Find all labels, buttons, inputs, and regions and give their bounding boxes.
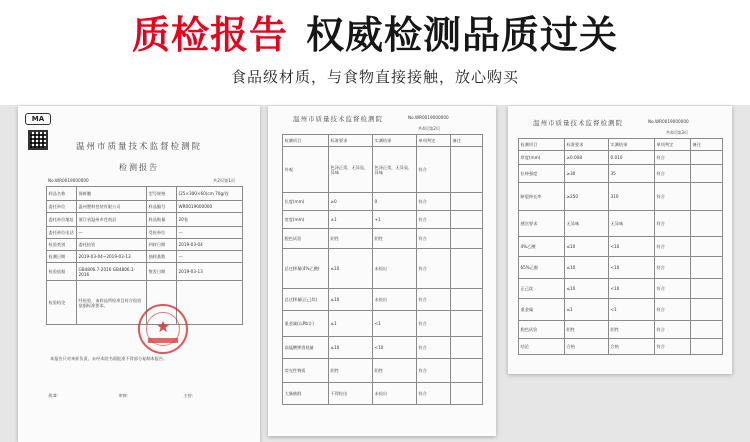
- results-table-2: [518, 138, 723, 355]
- table-cell: ≥250: [565, 183, 609, 211]
- table-cell: ≤10: [565, 237, 609, 257]
- table-cell: 宽度(mm): [283, 211, 329, 229]
- table-cell: 35: [609, 165, 655, 183]
- table-cell: 符合: [417, 337, 451, 359]
- table-cell: 符合: [417, 229, 451, 249]
- table-cell: 合格: [565, 339, 609, 355]
- table-row: [519, 339, 723, 355]
- table-cell: [451, 147, 483, 193]
- table-row: [519, 279, 723, 299]
- table-cell: [691, 151, 723, 165]
- signature-approve: 批准：: [48, 393, 61, 398]
- table-cell: 外观: [283, 147, 329, 193]
- table-cell: ≥0.008: [565, 151, 609, 165]
- table-cell: 样品编号: [147, 201, 177, 213]
- table-cell: 未检出: [373, 249, 417, 289]
- table-cell: 符合: [655, 321, 691, 339]
- table-cell: <10: [373, 337, 417, 359]
- table-cell: (25×300×60)cm 70g/卷: [177, 187, 243, 201]
- table-cell: 总迁移量(正己烷): [283, 289, 329, 311]
- table-cell: 20卷: [177, 213, 243, 227]
- table-cell: 经检验，该样品所检项目符合检验依据标准要求。: [77, 281, 147, 325]
- table-cell: <10: [609, 237, 655, 257]
- table-header-cell: 单项判定: [655, 139, 691, 151]
- table-cell: 拉伸强度: [519, 165, 565, 183]
- table-header-row: [519, 139, 723, 151]
- table-row: [283, 311, 483, 337]
- table-cell: 0: [373, 193, 417, 211]
- table-cell: 色泽正常，无异臭、异味: [373, 147, 417, 193]
- table-cell: +1: [373, 211, 417, 229]
- table-cell: 保鲜膜: [77, 187, 147, 201]
- table-header-cell: 实测结果: [373, 135, 417, 147]
- report-number-2: No.WR0019000000: [408, 115, 449, 120]
- table-cell: ≥0: [329, 193, 373, 211]
- cover-table: [46, 186, 243, 325]
- table-cell: 阴性: [609, 321, 655, 339]
- table-row: [519, 211, 723, 237]
- table-cell: 重金属(以Pb计): [283, 311, 329, 337]
- table-cell: 阴性: [373, 229, 417, 249]
- table-cell: 符合: [655, 151, 691, 165]
- table-cell: 检测日期: [47, 251, 77, 263]
- signature-review: 审核：: [118, 393, 131, 398]
- table-cell: 65%乙醇: [519, 257, 565, 279]
- table-cell: ≤10: [329, 337, 373, 359]
- table-cell: ≤10: [329, 289, 373, 311]
- table-cell: 感官要求: [519, 211, 565, 237]
- page-indicator-2: 共4页第2页: [418, 126, 441, 131]
- table-cell: 符合: [655, 211, 691, 237]
- table-cell: 签发日期: [147, 263, 177, 281]
- table-cell: 2019-03-04~2019-03-13: [77, 251, 147, 263]
- table-cell: ≤1: [565, 299, 609, 321]
- table-cell: [691, 237, 723, 257]
- table-cell: <1: [373, 311, 417, 337]
- table-row: [519, 151, 723, 165]
- table-cell: 无异味: [565, 211, 609, 237]
- table-header-cell: 检测项目: [519, 139, 565, 151]
- table-cell: 样品数量: [147, 213, 177, 227]
- table-row: [283, 249, 483, 289]
- table-row: [519, 299, 723, 321]
- table-cell: ≤10: [329, 249, 373, 289]
- table-cell: 委托检验: [77, 239, 147, 251]
- page-indicator-3: 共4页第3页: [666, 130, 689, 135]
- table-cell: [451, 193, 483, 211]
- table-row: [47, 187, 243, 201]
- table-cell: 符合: [417, 147, 451, 193]
- report-note: 本报告只对来样负责，未经本院书面批准不得部分复制本报告。: [50, 356, 168, 361]
- report-gallery: [0, 105, 750, 442]
- table-row: [283, 383, 483, 405]
- table-cell: 2019-03-04: [177, 239, 243, 251]
- table-cell: 310: [609, 183, 655, 211]
- table-cell: [451, 211, 483, 229]
- table-cell: [451, 289, 483, 311]
- table-cell: 阴性: [373, 359, 417, 383]
- table-row: [47, 227, 243, 239]
- report-title: 检测报告: [119, 163, 159, 172]
- table-cell: 大肠菌群: [283, 383, 329, 405]
- table-cell: 合格: [609, 339, 655, 355]
- table-cell: 委托单位电话: [47, 227, 77, 239]
- table-cell: 阴性: [329, 229, 373, 249]
- table-cell: 抽样基数: [147, 251, 177, 263]
- table-cell: [451, 359, 483, 383]
- table-cell: [691, 299, 723, 321]
- page-indicator: 共2页第1页: [213, 178, 236, 183]
- table-cell: ≥30: [565, 165, 609, 183]
- table-cell: 脱色试验: [519, 321, 565, 339]
- table-cell: 符合: [655, 183, 691, 211]
- table-cell: 符合: [417, 211, 451, 229]
- table-row: [47, 201, 243, 213]
- org-title-3: 温州市质量技术监督检测院: [533, 119, 623, 127]
- table-cell: 符合: [417, 383, 451, 405]
- table-cell: 无异味: [609, 211, 655, 237]
- table-cell: 到样日期: [147, 239, 177, 251]
- table-header-cell: 实测结果: [609, 139, 655, 151]
- table-cell: 色泽正常，无异臭、异味: [329, 147, 373, 193]
- table-cell: 符合: [417, 249, 451, 289]
- headline-red: 质检报告: [131, 13, 288, 57]
- table-cell: 符合: [655, 257, 691, 279]
- table-row: [283, 337, 483, 359]
- table-row: [47, 239, 243, 251]
- table-cell: —: [177, 251, 243, 263]
- table-row: [283, 193, 483, 211]
- table-cell: ±1: [329, 211, 373, 229]
- table-cell: [691, 257, 723, 279]
- table-cell: [451, 311, 483, 337]
- table-row: [283, 289, 483, 311]
- table-header-row: [283, 135, 483, 147]
- table-cell: 长度(mm): [283, 193, 329, 211]
- table-cell: [691, 279, 723, 299]
- table-row: [47, 213, 243, 227]
- table-cell: [451, 337, 483, 359]
- table-cell: 浙江省温州市苍南县: [77, 213, 147, 227]
- table-cell: 不得检出: [329, 383, 373, 405]
- table-cell: 型号规格: [147, 187, 177, 201]
- table-cell: 受检单位: [147, 227, 177, 239]
- table-cell: 样品名称: [47, 187, 77, 201]
- table-cell: 荧光性物质: [283, 359, 329, 383]
- org-title: 温州市质量技术监督检测院: [75, 142, 202, 152]
- table-header-cell: 标准要求: [329, 135, 373, 147]
- table-cell: [177, 281, 243, 325]
- table-row: [519, 237, 723, 257]
- table-cell: [451, 229, 483, 249]
- table-cell: ≤10: [565, 279, 609, 299]
- table-header-cell: 备注: [691, 139, 723, 151]
- table-row: [519, 257, 723, 279]
- table-row: [283, 359, 483, 383]
- table-row: [519, 183, 723, 211]
- table-cell: 检验类别: [47, 239, 77, 251]
- table-cell: 符合: [417, 359, 451, 383]
- table-header-cell: 标准要求: [565, 139, 609, 151]
- subheadline: 食品级材质，与食物直接接触，放心购买: [230, 68, 519, 86]
- table-cell: —: [77, 227, 147, 239]
- table-cell: 符合: [417, 193, 451, 211]
- table-cell: 脱色试验: [283, 229, 329, 249]
- table-cell: 符合: [417, 289, 451, 311]
- table-cell: 4%乙酸: [519, 237, 565, 257]
- table-cell: GB4806.7-2016 GB4806.1-2016: [77, 263, 147, 281]
- table-cell: 符合: [655, 299, 691, 321]
- table-cell: 重金属: [519, 299, 565, 321]
- table-cell: 符合: [655, 237, 691, 257]
- table-cell: [691, 165, 723, 183]
- table-header-cell: 单项判定: [417, 135, 451, 147]
- headline: [0, 12, 750, 58]
- cma-logo: MA: [25, 113, 51, 125]
- table-cell: [691, 183, 723, 211]
- table-cell: 符合: [417, 311, 451, 337]
- table-cell: <10: [609, 257, 655, 279]
- page-header: [0, 0, 750, 105]
- table-cell: 温州塑料包装有限公司: [77, 201, 147, 213]
- table-row: [519, 321, 723, 339]
- table-cell: <10: [609, 279, 655, 299]
- table-row: [47, 263, 243, 281]
- table-cell: 正己烷: [519, 279, 565, 299]
- table-cell: 未检出: [373, 289, 417, 311]
- table-cell: 符合: [655, 279, 691, 299]
- table-cell: 检验依据: [47, 263, 77, 281]
- table-cell: [691, 339, 723, 355]
- table-cell: [451, 249, 483, 289]
- table-cell: 阴性: [329, 359, 373, 383]
- table-cell: 厚度(mm): [519, 151, 565, 165]
- org-title-2: 温州市质量技术监督检测院: [293, 115, 383, 123]
- signature-inspect: 主检：: [183, 393, 196, 398]
- table-row: [47, 251, 243, 263]
- red-seal: ★: [138, 304, 188, 354]
- table-cell: 检验结论: [47, 281, 77, 325]
- table-cell: WR0019000000: [177, 201, 243, 213]
- table-cell: 0.010: [609, 151, 655, 165]
- report-sheet-cover: [18, 106, 260, 442]
- table-row: [283, 229, 483, 249]
- table-cell: 未检出: [373, 383, 417, 405]
- report-number: No.WR0019000000: [48, 178, 89, 183]
- table-cell: [451, 383, 483, 405]
- table-cell: ≤10: [565, 257, 609, 279]
- table-cell: 高锰酸钾消耗量: [283, 337, 329, 359]
- table-cell: 2019-03-13: [177, 263, 243, 281]
- report-number-3: No.WR0019000000: [648, 119, 689, 124]
- report-sheet-results-2: [508, 106, 732, 374]
- table-cell: 总迁移量(4%乙酸): [283, 249, 329, 289]
- table-cell: 结论: [519, 339, 565, 355]
- table-header-cell: 备注: [451, 135, 483, 147]
- table-cell: 断裂伸长率: [519, 183, 565, 211]
- table-cell: [691, 211, 723, 237]
- table-cell: [691, 321, 723, 339]
- table-cell: 委托单位地址: [47, 213, 77, 227]
- table-header-cell: 检测项目: [283, 135, 329, 147]
- report-sheet-results-1: [268, 106, 496, 436]
- table-cell: 委托单位: [47, 201, 77, 213]
- table-cell: —: [177, 227, 243, 239]
- table-cell: 阴性: [565, 321, 609, 339]
- headline-dark: 权威检测品质过关: [306, 13, 619, 57]
- table-cell: ≤1: [329, 311, 373, 337]
- table-cell: <1: [609, 299, 655, 321]
- table-row: [283, 147, 483, 193]
- table-cell: 符合: [655, 165, 691, 183]
- table-row: [283, 211, 483, 229]
- results-table-1: [282, 134, 483, 405]
- table-row: [519, 165, 723, 183]
- table-cell: 符合: [655, 339, 691, 355]
